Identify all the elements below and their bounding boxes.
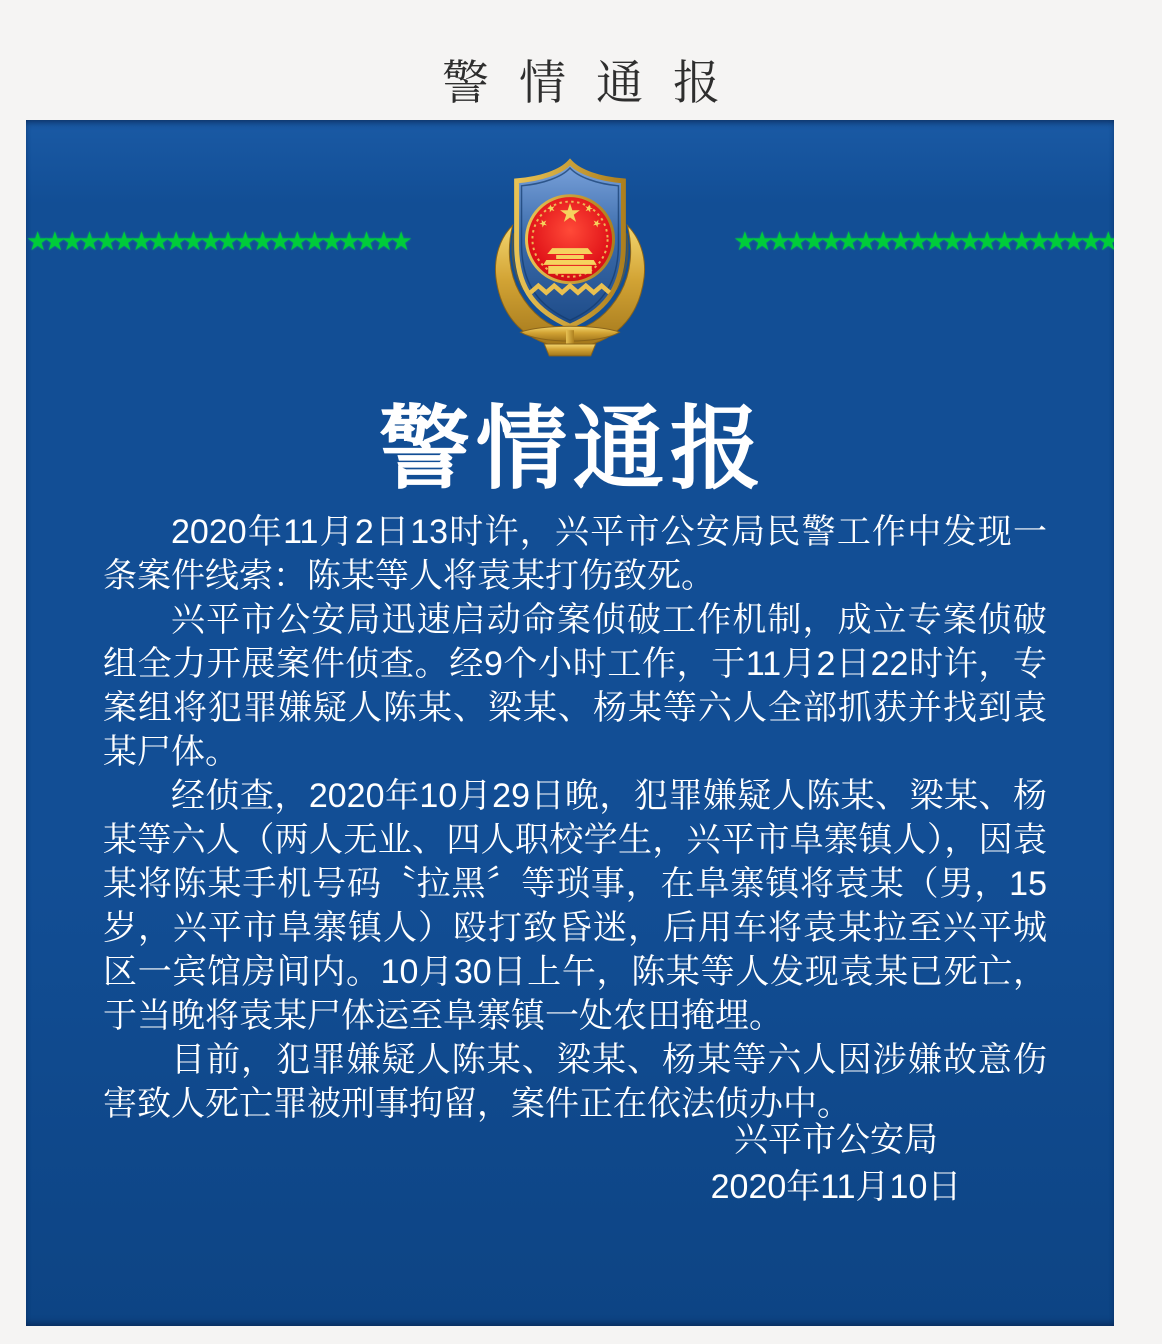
paragraph-2: 兴平市公安局迅速启动命案侦破工作机制，成立专案侦破组全力开展案件侦查。经9个小时工作，于11月2日22时许，专案组将犯罪嫌疑人陈某、梁某、杨某等六人全部抓获并找到袁某尸体。 [103,601,1047,771]
notice-panel [26,120,1114,1326]
tiananmen [543,248,596,274]
star-row-left: ★★★★★★★★★★★★★★★★★★★★★★ [26,226,407,256]
notice-body [103,510,1047,1126]
signature-agency: 兴平市公安局 [734,1121,938,1159]
paragraph-1: 2020年11月2日13时许，兴平市公安局民警工作中发现一条案件线索：陈某等人将袁某打伤致死。 [103,513,1047,595]
page-title: 警情通报 [442,56,750,109]
paragraph-4: 目前，犯罪嫌疑人陈某、梁某、杨某等六人因涉嫌故意伤害致人死亡罪被刑事拘留，案件正在依法侦办中。 [103,1041,1047,1123]
paragraph-3: 经侦查，2020年10月29日晚，犯罪嫌疑人陈某、梁某、杨某等六人（两人无业、四人职校学生，兴平市阜寨镇人），因袁某将陈某手机号码〝拉黑〞等琐事，在阜寨镇将袁某（男，15岁，兴平市阜寨镇人）殴打致昏迷，后用车将袁某拉至兴平城区一宾馆房间内。10月30日上午，陈某等人发现袁某已死亡，于当晚将袁某尸体运至阜寨镇一处农田掩埋。 [103,777,1047,1035]
notice-title: 警情通报 [378,399,767,500]
emblem-base [521,326,620,356]
signature-block [666,1117,1006,1211]
police-emblem [481,154,659,367]
police-badge-icon [481,154,659,362]
signature-date: 2020年11月10日 [710,1168,962,1206]
star-row-right: ★★★★★★★★★★★★★★★★★★★★★★ [733,226,1114,256]
